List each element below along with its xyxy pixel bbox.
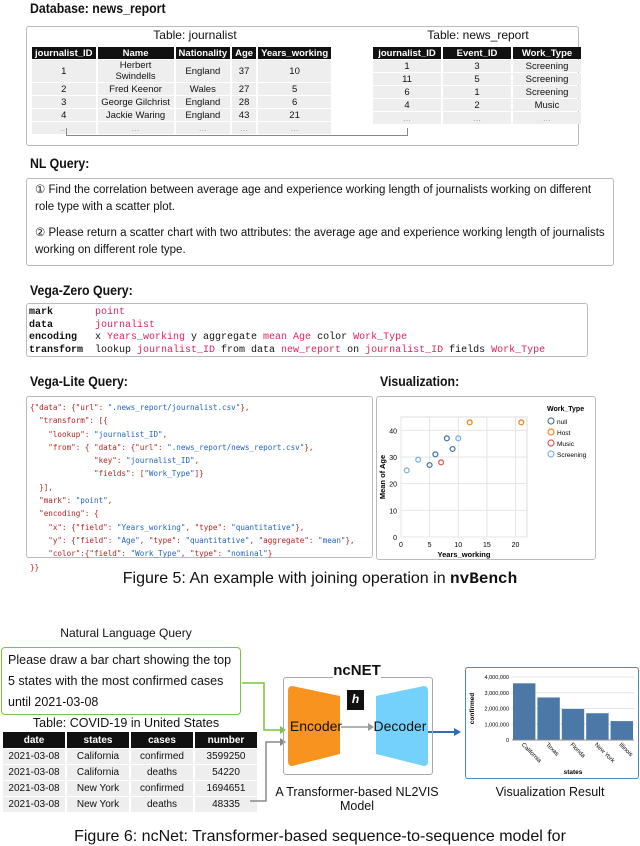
y-axis-label: Mean of Age — [378, 454, 387, 500]
figure-6-caption: Figure 6: ncNet: Transformer-based sequence-to-sequence model for — [74, 828, 566, 845]
table-cell: California — [67, 765, 129, 780]
hidden-state-label: h — [351, 692, 360, 706]
visualization-result-caption: Visualization Result — [495, 785, 605, 799]
table-cell: 1 — [32, 60, 96, 82]
table-row — [373, 60, 581, 72]
table-row — [32, 83, 331, 95]
table-cell: New York — [67, 781, 129, 796]
x-tick-label: Florida — [568, 742, 586, 760]
news-report-table-title: Table: news_report — [427, 28, 529, 42]
table-cell: 5 — [258, 83, 331, 95]
vega-zero-line: data journalist — [29, 319, 156, 331]
y-tick-label: 2,000,000 — [484, 706, 509, 713]
scatter-point — [467, 420, 472, 425]
column-header: number — [195, 732, 257, 748]
column-header: Event_ID — [443, 47, 511, 59]
x-tick-label: 15 — [483, 542, 491, 549]
nlq-text: Please draw a bar chart showing the top 5 states with the most confirmed cases until 2021-03-08 — [1, 647, 241, 715]
news-report-table — [371, 46, 583, 125]
legend-label: Screening — [557, 452, 587, 459]
table-row — [373, 86, 581, 98]
nl-query-panel — [26, 178, 614, 266]
table-row — [3, 765, 257, 780]
table-cell: 2 — [32, 83, 96, 95]
table-cell: 37 — [232, 60, 256, 82]
plot-area — [401, 417, 527, 537]
caption-nvbench: nvBench — [450, 570, 518, 588]
table-cell: ... — [32, 122, 96, 134]
table-cell: ... — [443, 112, 511, 124]
nl-query-title: NL Query: — [30, 155, 90, 171]
table-row — [32, 109, 331, 121]
table-cell: 28 — [232, 96, 256, 108]
legend-label: null — [557, 419, 568, 426]
vega-zero-line: encoding x Years_working y aggregate mean Age color Work_Type — [29, 332, 408, 343]
table-cell: Fred Keenor — [98, 83, 174, 95]
vega-zero-line: transform lookup journalist_ID from data new_report on journalist_ID fields Work_Type — [29, 344, 546, 356]
ncnet-title: ncNET — [333, 662, 381, 679]
x-tick-label: Illinois — [617, 742, 634, 759]
bar-chart — [466, 668, 638, 778]
table-cell: ... — [513, 112, 581, 124]
x-tick-label: 0 — [399, 542, 403, 549]
bar-panel — [465, 667, 639, 779]
table-cell: England — [176, 60, 231, 82]
y-tick-label: 0 — [505, 738, 509, 744]
table-cell: ... — [98, 122, 174, 134]
join-connector — [66, 128, 408, 136]
table-cell: 2021-03-08 — [3, 797, 65, 812]
table-cell: Screening — [513, 73, 581, 85]
table-row — [32, 96, 331, 108]
table-cell: 4 — [373, 99, 441, 111]
legend-symbol — [548, 451, 554, 457]
table-row — [3, 797, 257, 812]
table-cell: ... — [176, 122, 231, 134]
table-cell: Jackie Waring — [98, 109, 174, 121]
table-cell: 4 — [32, 109, 96, 121]
scatter-point — [444, 436, 449, 441]
model-caption: A Transformer-based NL2VIS Model — [275, 785, 439, 813]
table-cell: 1 — [373, 60, 441, 72]
scatter-panel — [376, 396, 596, 560]
table-cell: Herbert Swindells — [98, 60, 174, 82]
vega-zero-line: mark point — [29, 307, 126, 318]
scatter-point — [416, 457, 421, 462]
x-tick-label: 5 — [427, 542, 432, 549]
column-header: journalist_ID — [32, 47, 96, 59]
table-cell: ... — [258, 122, 331, 134]
table-cell: 11 — [373, 73, 441, 85]
y-tick-label: 30 — [389, 455, 397, 462]
table-cell: 48335 — [195, 797, 257, 812]
legend-label: Host — [557, 430, 571, 437]
figure-5-caption — [0, 570, 640, 588]
journalist-table — [30, 46, 333, 135]
table-row — [373, 73, 581, 85]
vega-lite-code: {"data": {"url": ".news_report/journalist.csv"}, "transform": [{ "lookup": "journalist_ID", "from": { "data": {"url": ".news_report/news_report.csv"}, "key": "journalist_ID", "fields": ["Work_Type"]} }], "mark": "point", "encoding": { "x": {"field": "Years_working", "type": "quantitative"}, "y": {"field": "Age", "type": "quantitative", "aggregate": "mean"}, "color":{"field": "Work_Type", "type": "nominal"} }} — [26, 396, 373, 558]
y-tick-label: 4,000,000 — [484, 675, 509, 681]
table-row — [373, 99, 581, 111]
column-header: Work_Type — [513, 47, 581, 59]
x-tick-label: Texas — [544, 742, 560, 758]
table-cell: 43 — [232, 109, 256, 121]
legend-title: Work_Type — [547, 406, 585, 413]
y-tick-label: 40 — [389, 428, 397, 436]
column-header: cases — [131, 732, 193, 748]
table-row — [373, 112, 581, 124]
table-cell: confirmed — [131, 781, 193, 796]
table-row — [32, 60, 331, 82]
column-header: Name — [98, 47, 174, 59]
column-header: date — [3, 732, 65, 748]
table-row — [3, 781, 257, 796]
y-axis-label: confirmed — [469, 692, 476, 725]
table-cell: Screening — [513, 60, 581, 72]
bar — [611, 721, 633, 740]
table-cell: Wales — [176, 83, 231, 95]
column-header: Nationality — [176, 47, 231, 59]
legend-label: Music — [557, 441, 574, 448]
legend-symbol — [548, 429, 554, 435]
nl-query-1: ① Find the correlation between average age and experience working length of journalists working on different role type with a scatter plot. — [35, 184, 592, 213]
column-header: states — [67, 732, 129, 748]
table-cell: England — [176, 109, 231, 121]
x-tick-label: California — [519, 742, 542, 765]
table-cell: deaths — [131, 797, 193, 812]
table-cell: California — [67, 749, 129, 764]
x-tick-label: 10 — [454, 542, 463, 549]
legend-symbol — [548, 440, 554, 446]
journalist-table-title: Table: journalist — [153, 28, 237, 42]
table-cell: 3 — [443, 60, 511, 72]
covid-table — [1, 731, 259, 813]
table-cell: 54220 — [195, 765, 257, 780]
scatter-point — [519, 420, 524, 425]
table-cell: 2021-03-08 — [3, 781, 65, 796]
table-cell: 1694651 — [195, 781, 257, 796]
x-tick-label: New York — [592, 742, 616, 765]
vega-zero-title: Vega-Zero Query: — [30, 282, 133, 298]
table-cell: 21 — [258, 109, 331, 121]
scatter-point — [433, 452, 438, 457]
bar — [513, 683, 535, 740]
x-axis-label: Years_working — [437, 550, 491, 559]
x-axis-label: states — [563, 769, 583, 776]
y-tick-label: 1,000,000 — [484, 722, 509, 729]
database-title: Database: news_report — [30, 0, 166, 16]
table-cell: England — [176, 96, 231, 108]
table-cell: deaths — [131, 765, 193, 780]
caption-text: Figure 5: An example with joining operation in — [122, 570, 451, 587]
table-cell: 6 — [373, 86, 441, 98]
legend-symbol — [548, 418, 554, 424]
vega-zero-panel — [26, 303, 588, 357]
table-cell: George Gilchrist — [98, 96, 174, 108]
table-cell: confirmed — [131, 749, 193, 764]
table-cell: 2 — [443, 99, 511, 111]
table-cell: Screening — [513, 86, 581, 98]
column-header: Years_working — [258, 47, 331, 59]
table-cell: ... — [232, 122, 256, 134]
table-cell: 27 — [232, 83, 256, 95]
x-tick-label: 20 — [511, 542, 520, 549]
bar — [586, 713, 608, 740]
y-tick-label: 0 — [393, 535, 397, 542]
table-cell: 6 — [258, 96, 331, 108]
scatter-point — [404, 468, 409, 473]
table-cell: 2021-03-08 — [3, 765, 65, 780]
table-cell: 1 — [443, 86, 511, 98]
table-cell: Music — [513, 99, 581, 111]
table-cell: 10 — [258, 60, 331, 82]
encoder-label: Encoder — [289, 718, 343, 734]
visualization-title: Visualization: — [380, 373, 460, 389]
decoder-label: Decoder — [373, 718, 427, 734]
nl-query-2: ② Please return a scatter chart with two attributes: the average age and experience working length of journalists working on different role type. — [35, 227, 605, 256]
vega-lite-title: Vega-Lite Query: — [30, 373, 128, 389]
table-cell: 3599250 — [195, 749, 257, 764]
table-cell: ... — [373, 112, 441, 124]
bar — [562, 709, 584, 740]
scatter-point — [439, 460, 444, 465]
table-cell: 3 — [32, 96, 96, 108]
scatter-chart — [377, 397, 595, 559]
y-tick-label: 10 — [389, 508, 397, 516]
nlq-title: Natural Language Query — [60, 626, 192, 640]
table-cell: 2021-03-08 — [3, 749, 65, 764]
column-header: Age — [232, 47, 256, 59]
bar — [537, 697, 559, 740]
table-cell: 5 — [443, 73, 511, 85]
scatter-point — [450, 447, 455, 452]
table-row — [3, 749, 257, 764]
y-tick-label: 20 — [389, 481, 397, 489]
table-cell: New York — [67, 797, 129, 812]
column-header: journalist_ID — [373, 47, 441, 59]
y-tick-label: 3,000,000 — [484, 690, 509, 697]
covid-table-title: Table: COVID-19 in United States — [32, 716, 220, 730]
